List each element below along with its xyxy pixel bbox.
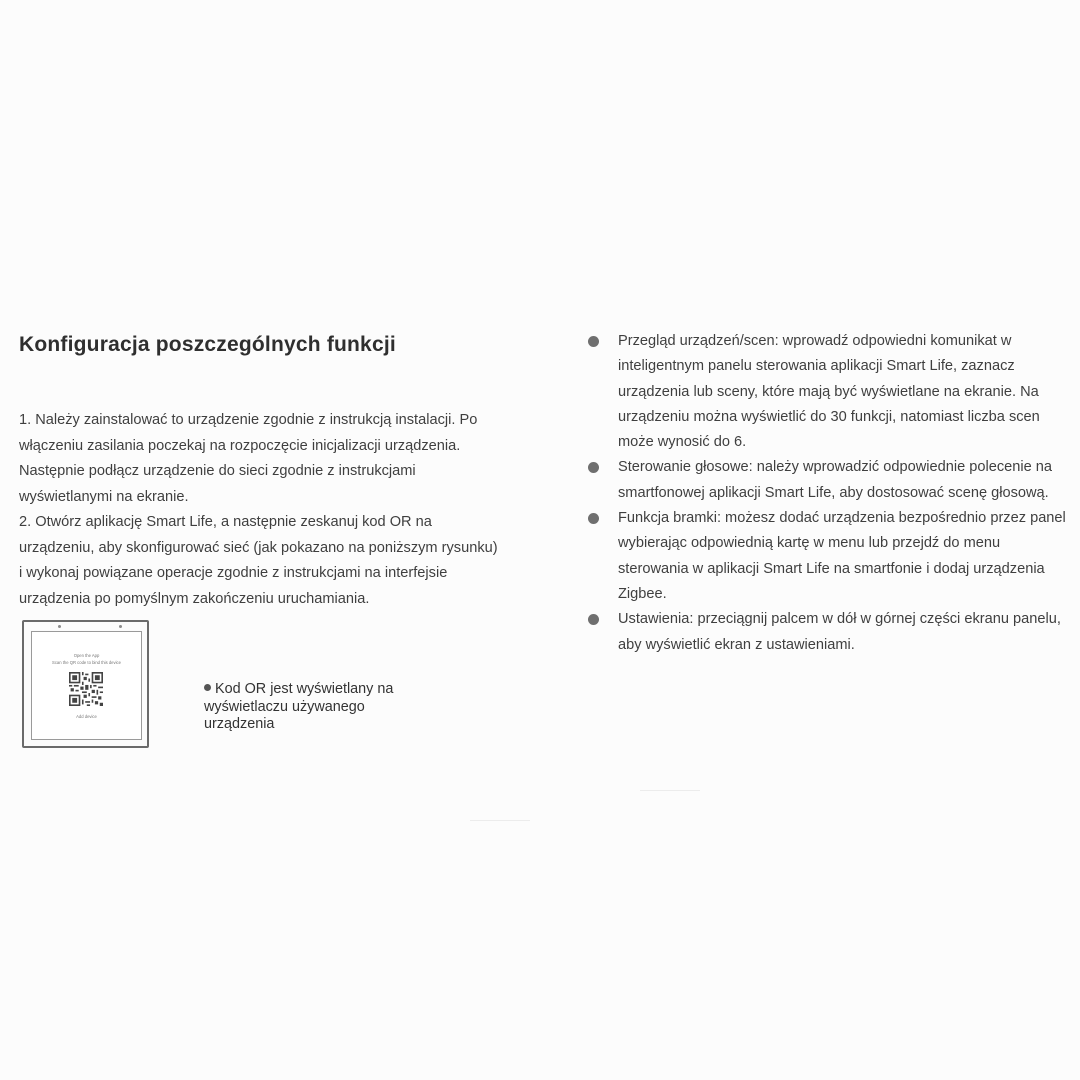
feature-bullet-text: Ustawienia: przeciągnij palcem w dół w górnej części ekranu panelu, aby wyświetlić ekran z ustawieniami. (618, 611, 1061, 653)
section-title: Konfiguracja poszczególnych funkcji (19, 333, 396, 356)
device-illustration (22, 620, 149, 748)
screen-scan-text: Scan the QR code to bind this device (52, 660, 121, 665)
qr-caption (204, 681, 424, 734)
bullet-icon (588, 462, 599, 473)
feature-bullet-settings (588, 607, 1068, 658)
qr-code-icon (69, 672, 103, 706)
device-screen (31, 631, 142, 740)
feature-bullet-gateway (588, 506, 1068, 607)
feature-bullet-scenes (588, 329, 1068, 455)
left-column (19, 328, 534, 612)
feature-bullet-voice (588, 455, 1068, 506)
scan-artifact (470, 820, 530, 821)
qr-caption-text: Kod OR jest wyświetlany na wyświetlaczu używanego urządzenia (204, 681, 394, 732)
feature-bullet-text: Funkcja bramki: możesz dodać urządzenia bezpośrednio przez panel wybierając odpowiednią kartę w menu lub przejdź do menu sterowania w aplikacji Smart Life na smartfonie i dodaj urządzenia Zigbee. (618, 510, 1066, 602)
feature-bullet-text: Przegląd urządzeń/scen: wprowadź odpowiedni komunikat w inteligentnym panelu sterowania aplikacji Smart Life, zaznacz urządzenia lub sceny, które mają być wyświetlane na ekranie. Na urządzeniu można wyświetlić do 30 funkcji, natomiast liczba scen może wynosić do 6. (618, 333, 1040, 451)
feature-bullet-text: Sterowanie głosowe: należy wprowadzić odpowiednie polecenie na smartfonowej aplikacji Smart Life, aby dostosować scenę głosową. (618, 459, 1053, 501)
steps-list (19, 408, 534, 612)
right-column (588, 329, 1068, 658)
bullet-icon (588, 336, 599, 347)
step-1: 1. Należy zainstalować to urządzenie zgodnie z instrukcją instalacji. Po włączeniu zasilania poczekaj na rozpoczęcie inicjalizacji urządzenia. Następnie podłącz urządzenie do sieci zgodnie z instrukcjami wyświetlanymi na ekranie. (19, 412, 478, 505)
step-2: 2. Otwórz aplikację Smart Life, a następnie zeskanuj kod OR na urządzeniu, aby skonfigurować sieć (jak pokazano na poniższym rysunku) i wykonaj powiązane operacje zgodnie z instrukcjami na interfejsie urządzenia po pomyślnym zakończeniu uruchamiania. (19, 514, 498, 607)
bullet-icon (588, 614, 599, 625)
bullet-icon (204, 684, 211, 691)
screen-add-device-text: Add device (76, 714, 97, 719)
bullet-icon (588, 513, 599, 524)
screen-open-app-text: Open the App (73, 653, 100, 658)
device-sensor-dot (119, 625, 122, 628)
device-sensor-dot (58, 625, 61, 628)
scan-artifact (640, 790, 700, 791)
